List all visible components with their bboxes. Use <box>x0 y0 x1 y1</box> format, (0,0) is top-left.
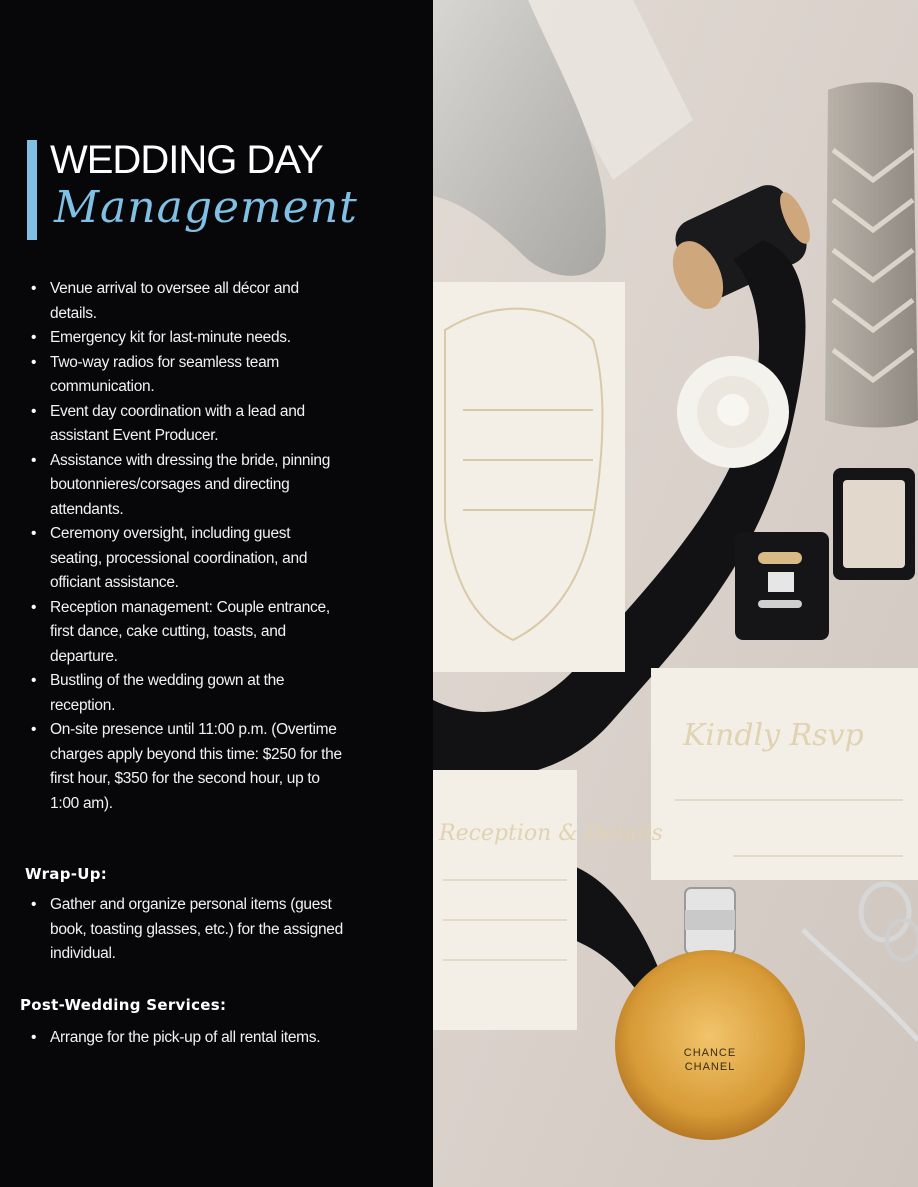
page-title: WEDDING DAY <box>50 138 323 182</box>
reception-card <box>433 770 577 1030</box>
rsvp-card <box>651 668 918 880</box>
list-item: • Gather and organize personal items (guest book, toasting glasses, etc.) for the assigned individual. <box>25 893 345 967</box>
ring-box-lining <box>843 480 905 568</box>
list-item: • On-site presence until 11:00 p.m. (Overtime charges apply beyond this time: $250 for the first hour, $350 for the second hour, up to 1:00 am). <box>25 718 345 816</box>
page-subtitle-script: Management <box>54 182 358 233</box>
list-item: • Ceremony oversight, including guest seating, processional coordination, and officiant assistance. <box>25 522 345 596</box>
flatlay-photo <box>433 0 918 1187</box>
list-item: • Two-way radios for seamless team communication. <box>25 351 345 400</box>
rsvp-script: Kindly Rsvp <box>683 718 864 753</box>
list-item: • Assistance with dressing the bride, pinning boutonnieres/corsages and directing attendants. <box>25 449 345 523</box>
gold-band-ring <box>758 552 802 564</box>
perfume-bottle <box>615 950 805 1140</box>
post-wedding-heading: Post-Wedding Services: <box>20 996 227 1014</box>
list-item: • Emergency kit for last-minute needs. <box>25 326 345 351</box>
reception-script: Reception & Details <box>439 821 663 846</box>
list-item: • Arrange for the pick-up of all rental items. <box>25 1026 395 1051</box>
title-accent-bar <box>27 140 37 240</box>
invitation-card <box>433 282 625 672</box>
text-panel <box>0 0 433 1187</box>
post-wedding-list <box>25 1026 395 1051</box>
list-item: • Bustling of the wedding gown at the reception. <box>25 669 345 718</box>
wedding-band <box>758 600 802 608</box>
perfume-label-line1: CHANCE <box>683 1047 737 1059</box>
flatlay-illustration <box>433 0 918 1187</box>
perfume-label-line2: CHANEL <box>684 1061 736 1073</box>
list-item: • Reception management: Couple entrance, first dance, cake cutting, toasts, and departure. <box>25 596 345 670</box>
flower-center <box>717 394 749 426</box>
perfume-cap-band <box>685 910 735 930</box>
diamond-ring <box>768 572 794 592</box>
wrap-up-list <box>25 893 345 967</box>
list-item: • Event day coordination with a lead and assistant Event Producer. <box>25 400 345 449</box>
services-list <box>25 277 345 816</box>
wrap-up-heading: Wrap-Up: <box>25 865 108 883</box>
list-item: • Venue arrival to oversee all décor and details. <box>25 277 345 326</box>
